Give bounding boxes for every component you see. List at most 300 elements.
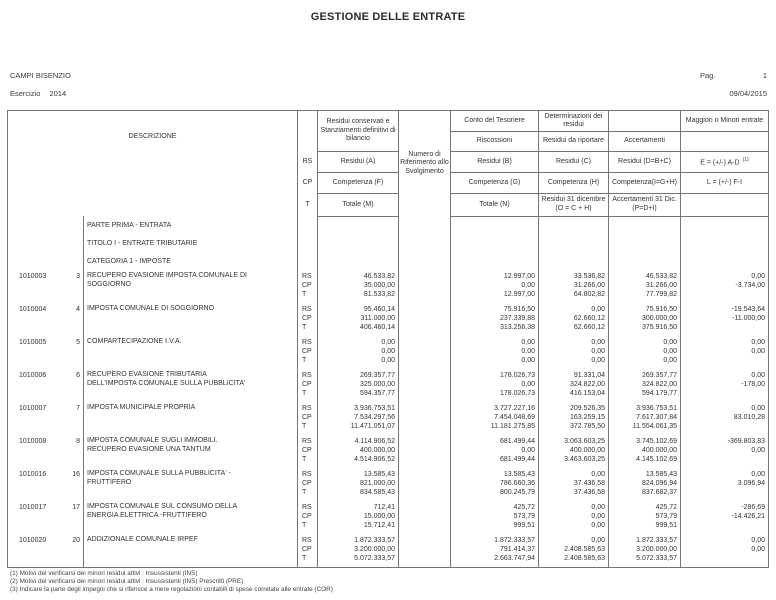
cell-value: 31.266,00 bbox=[645, 282, 677, 289]
cell-value: 0,00 bbox=[591, 357, 605, 364]
row-rs-label: RS bbox=[302, 273, 312, 280]
col-d bbox=[609, 534, 681, 567]
row-rs-label: RS bbox=[302, 306, 312, 313]
cell-value: 46.533,82 bbox=[645, 273, 677, 280]
cell-value bbox=[681, 422, 765, 431]
row-desc: ADDIZIONALE COMUNALE IRPEF bbox=[87, 536, 198, 543]
row-cp-label: CP bbox=[302, 348, 312, 355]
cell-value: 681.499,44 bbox=[499, 438, 535, 445]
col-e bbox=[681, 468, 769, 501]
cell-value: 0,00 bbox=[591, 537, 605, 544]
col-b bbox=[451, 501, 539, 534]
cell-value: 0,00 bbox=[591, 504, 605, 511]
row-rs-label: RS bbox=[302, 504, 312, 511]
cell-value: -11.000,00 bbox=[732, 315, 765, 322]
cell-value: 12.997,00 bbox=[503, 273, 535, 280]
header-residui-c: Residui (C) bbox=[539, 152, 609, 173]
col-c bbox=[539, 435, 609, 468]
col-c bbox=[539, 336, 609, 369]
col-b bbox=[451, 303, 539, 336]
cell-value: 83.010,28 bbox=[733, 414, 765, 421]
cell-value: 311.000,00 bbox=[360, 315, 395, 322]
row-t-label: T bbox=[302, 357, 307, 364]
cell-value: 594.179,77 bbox=[641, 390, 677, 397]
cell-value: 999,51 bbox=[655, 522, 677, 529]
entity-name: CAMPI BISENZIO bbox=[10, 71, 71, 80]
cell-value: 0,00 bbox=[591, 348, 605, 355]
cell-value: 313.256,38 bbox=[499, 324, 535, 331]
cell-value: 425,72 bbox=[655, 504, 677, 511]
cell-value: 81.533,82 bbox=[363, 291, 395, 298]
exercise-label: Esercizio bbox=[10, 89, 41, 98]
col-e bbox=[681, 402, 769, 435]
col-numrif bbox=[399, 303, 451, 336]
rst-spacer bbox=[298, 111, 317, 152]
header-accertamenti: Accertamenti bbox=[609, 132, 681, 152]
cell-value: 0,00 bbox=[751, 537, 765, 544]
cell-value: 163.259,15 bbox=[569, 414, 605, 421]
formula-e-text: E = (+/-) A-D bbox=[700, 159, 740, 167]
cell-value: 0,00 bbox=[751, 447, 765, 454]
cell-value: 5.072.333,57 bbox=[636, 555, 677, 562]
col-b bbox=[451, 468, 539, 501]
col-a bbox=[318, 501, 399, 534]
row-desc: IMPOSTA COMUNALE DI SOGGIORNO bbox=[87, 305, 215, 312]
row-cp-label: CP bbox=[302, 546, 312, 553]
cell-value: -286,69 bbox=[741, 504, 765, 511]
cell-value: 0,00 bbox=[751, 546, 765, 553]
cell-value: 0,00 bbox=[521, 381, 535, 388]
section-code-spacer bbox=[8, 216, 84, 234]
cell-value: 2.408.585,63 bbox=[564, 555, 605, 562]
cell-value: 325.000,00 bbox=[359, 381, 395, 388]
rst-cell bbox=[298, 336, 318, 369]
col-e bbox=[681, 303, 769, 336]
col-e bbox=[681, 534, 769, 567]
cell-value: 573,79 bbox=[513, 513, 535, 520]
cell-value: 35.000,00 bbox=[363, 282, 395, 289]
header-accertamenti-dic: Accertamenti 31 Dic. (P=D+I) bbox=[609, 194, 681, 216]
cell-value: 0,00 bbox=[591, 339, 605, 346]
cell-value: 0,00 bbox=[381, 339, 395, 346]
row-code: 1010008 bbox=[19, 438, 47, 445]
header-maggiori-minori: Maggiori o Minori entrate bbox=[681, 111, 769, 132]
cell-value: 0,00 bbox=[381, 357, 395, 364]
table-body bbox=[8, 216, 769, 567]
code-cell bbox=[8, 270, 84, 303]
row-ref: 7 bbox=[76, 405, 80, 412]
row-desc: IMPOSTA MUNICIPALE PROPRIA bbox=[87, 404, 196, 411]
header-totale-m: Totale (M) bbox=[318, 194, 399, 216]
row-cp-label: CP bbox=[302, 315, 312, 322]
header-cp-label: CP bbox=[302, 179, 313, 187]
col-e bbox=[681, 369, 769, 402]
col-numrif bbox=[399, 534, 451, 567]
row-desc: COMPARTECIPAZIONE I.V.A. bbox=[87, 338, 182, 345]
cell-value: 2.408.585,63 bbox=[564, 546, 605, 553]
col-e bbox=[681, 501, 769, 534]
col-a bbox=[318, 303, 399, 336]
row-code: 1010020 bbox=[19, 537, 47, 544]
col-c bbox=[539, 534, 609, 567]
header-residui-b: Residui (B) bbox=[451, 152, 539, 173]
cell-value: 400.000,00 bbox=[569, 447, 605, 454]
header-competenza-g: Competenza (G) bbox=[451, 173, 539, 194]
cell-value: 821.000,00 bbox=[359, 480, 395, 487]
cell-value: 0,00 bbox=[521, 339, 535, 346]
col-c bbox=[539, 501, 609, 534]
table-row bbox=[8, 369, 769, 402]
cell-value: 3.200.000,00 bbox=[636, 546, 677, 553]
section-label: CATEGORIA 1 - IMPOSTE bbox=[87, 257, 171, 265]
col-a bbox=[318, 468, 399, 501]
cell-value: 1.872.333,57 bbox=[354, 537, 395, 544]
cell-value: 4.514.906,52 bbox=[354, 456, 395, 463]
row-ref: 20 bbox=[72, 537, 80, 544]
cell-value: 594.357,77 bbox=[359, 390, 395, 397]
row-ref: 17 bbox=[72, 504, 80, 511]
cell-value: 91.331,04 bbox=[573, 372, 605, 379]
cell-value: 3.745.102,69 bbox=[636, 438, 677, 445]
row-t-label: T bbox=[302, 522, 307, 529]
cell-value: 178.026,73 bbox=[499, 372, 535, 379]
cell-value: 7.454.048,69 bbox=[494, 414, 535, 421]
col-a bbox=[318, 369, 399, 402]
cell-value: 0,00 bbox=[751, 273, 765, 280]
col-c bbox=[539, 270, 609, 303]
header-rs-label: RS bbox=[302, 158, 313, 166]
rst-cell bbox=[298, 369, 318, 402]
col-a bbox=[318, 270, 399, 303]
cell-value: 0,00 bbox=[751, 339, 765, 346]
header-residui-d: Residui (D=B+C) bbox=[609, 152, 681, 173]
cell-value: 0,00 bbox=[751, 471, 765, 478]
cell-value: 13.585,43 bbox=[645, 471, 677, 478]
cell-value: 324.822,00 bbox=[641, 381, 677, 388]
col-d bbox=[609, 501, 681, 534]
cell-value: 416.153,04 bbox=[569, 390, 605, 397]
row-cp-label: CP bbox=[302, 282, 312, 289]
col-e bbox=[681, 270, 769, 303]
code-cell bbox=[8, 534, 84, 567]
cell-value: 46.533,82 bbox=[363, 273, 395, 280]
rst-cell bbox=[298, 402, 318, 435]
row-t-label: T bbox=[302, 291, 307, 298]
cell-value: 425,72 bbox=[513, 504, 535, 511]
col-d bbox=[609, 270, 681, 303]
cell-value: -14.426,21 bbox=[731, 513, 765, 520]
cell-value: 0,00 bbox=[521, 357, 535, 364]
cell-value: 33.536,82 bbox=[573, 273, 605, 280]
cell-value: 834.585,43 bbox=[359, 489, 395, 496]
row-cp-label: CP bbox=[302, 480, 312, 487]
header-riscossioni: Riscossioni bbox=[451, 132, 539, 152]
table-row bbox=[8, 402, 769, 435]
row-t-label: T bbox=[302, 324, 307, 331]
section-row bbox=[8, 234, 769, 252]
cell-value: 75.916,50 bbox=[645, 306, 677, 313]
cell-value: 11.471.051,07 bbox=[350, 423, 395, 430]
cell-value: 400.000,00 bbox=[359, 447, 395, 454]
col-numrif bbox=[399, 336, 451, 369]
cell-value: 2.663.747,94 bbox=[494, 555, 535, 562]
section-desc-cell bbox=[84, 234, 298, 252]
rst-cell bbox=[298, 303, 318, 336]
cell-value: 75.916,50 bbox=[503, 306, 535, 313]
cell-value: 324.822,00 bbox=[569, 381, 605, 388]
cell-value: 375.916,50 bbox=[641, 324, 677, 331]
rst-cell bbox=[298, 501, 318, 534]
row-desc: IMPOSTA COMUNALE SUGLI IMMOBILI. RECUPERO EVASIONE UNA TANTUM bbox=[87, 437, 218, 453]
footnote-ref-sup: (1) bbox=[742, 157, 749, 164]
row-cp-label: CP bbox=[302, 414, 312, 421]
cell-value: 1.872.333,57 bbox=[494, 537, 535, 544]
col-c bbox=[539, 402, 609, 435]
cell-value: 0,00 bbox=[591, 522, 605, 529]
cell-value: 0,00 bbox=[521, 348, 535, 355]
col-b bbox=[451, 534, 539, 567]
row-t-label: T bbox=[302, 456, 307, 463]
cell-value: -3.734,00 bbox=[735, 282, 765, 289]
cell-value: 681.499,44 bbox=[499, 456, 535, 463]
row-desc: IMPOSTA COMUNALE SULLA PUBBLICITA' - FRUTTIFERO bbox=[87, 470, 231, 486]
cell-value: 12.997,00 bbox=[503, 291, 535, 298]
row-t-label: T bbox=[302, 555, 307, 562]
row-code: 1010005 bbox=[19, 339, 47, 346]
col-numrif bbox=[399, 468, 451, 501]
table-row bbox=[8, 336, 769, 369]
row-cp-label: CP bbox=[302, 513, 312, 520]
row-desc: RECUPERO EVASIONE IMPOSTA COMUNALE DI SOGGIORNO bbox=[87, 272, 247, 288]
cell-value: 3.727.227,16 bbox=[494, 405, 535, 412]
row-t-label: T bbox=[302, 390, 307, 397]
cell-value: 824.096,94 bbox=[641, 480, 677, 487]
code-cell bbox=[8, 501, 84, 534]
row-rs-label: RS bbox=[302, 372, 312, 379]
header-formula-l: L = (+/-) F-I bbox=[681, 173, 769, 194]
row-ref: 6 bbox=[76, 372, 80, 379]
section-label: TITOLO I - ENTRATE TRIBUTARIE bbox=[87, 239, 198, 247]
cell-value: 178.026,73 bbox=[499, 390, 535, 397]
page-number-label: Pag. bbox=[700, 71, 716, 80]
section-desc-cell bbox=[84, 216, 298, 234]
rst-cell bbox=[298, 270, 318, 303]
col-b bbox=[451, 336, 539, 369]
header-competenza-i: Competenza(I=G+H) bbox=[609, 173, 681, 194]
col-b bbox=[451, 270, 539, 303]
table-header bbox=[8, 111, 769, 217]
header-residui-a: Residui (A) bbox=[318, 152, 399, 173]
cell-value: 7.534.297,56 bbox=[354, 414, 395, 421]
cell-value bbox=[681, 554, 765, 563]
cell-value: 15.000,00 bbox=[363, 513, 395, 520]
col-e bbox=[681, 435, 769, 468]
cell-value: 37.436,58 bbox=[573, 489, 605, 496]
cell-value bbox=[681, 290, 765, 299]
cell-value: 64.802,82 bbox=[573, 291, 605, 298]
section-label: PARTE PRIMA - ENTRATA bbox=[87, 221, 172, 229]
cell-value: 573,79 bbox=[655, 513, 677, 520]
col-d bbox=[609, 369, 681, 402]
table-row bbox=[8, 468, 769, 501]
cell-value bbox=[681, 389, 765, 398]
section-code-spacer bbox=[8, 252, 84, 270]
cell-value: 0,00 bbox=[663, 348, 677, 355]
row-code: 1010004 bbox=[19, 306, 47, 313]
cell-value: 999,51 bbox=[513, 522, 535, 529]
cell-value: 300.000,00 bbox=[641, 315, 677, 322]
cell-value: 269.357,77 bbox=[641, 372, 677, 379]
cell-value: 62.660,12 bbox=[573, 324, 605, 331]
cell-value: 406.460,14 bbox=[359, 324, 395, 331]
header-rs-cp-t bbox=[298, 111, 318, 217]
table-row bbox=[8, 270, 769, 303]
header-conto-tesoriere: Conto del Tesoriere bbox=[451, 111, 539, 132]
row-ref: 5 bbox=[76, 339, 80, 346]
row-rs-label: RS bbox=[302, 471, 312, 478]
row-t-label: T bbox=[302, 423, 307, 430]
cell-value: 4.114.906,52 bbox=[354, 438, 395, 445]
col-a bbox=[318, 435, 399, 468]
col-d bbox=[609, 435, 681, 468]
cell-value: -178,00 bbox=[741, 381, 765, 388]
footnotes bbox=[10, 570, 333, 594]
row-code: 1010007 bbox=[19, 405, 47, 412]
col-b bbox=[451, 402, 539, 435]
cell-value: 3.063.603,25 bbox=[564, 438, 605, 445]
cell-value bbox=[681, 323, 765, 332]
row-rs-label: RS bbox=[302, 537, 312, 544]
cell-value: 5.072.333,57 bbox=[354, 555, 395, 562]
row-rs-label: RS bbox=[302, 438, 312, 445]
cell-value: 209.526,35 bbox=[569, 405, 605, 412]
row-code: 1010016 bbox=[19, 471, 47, 478]
header-totale-n: Totale (N) bbox=[451, 194, 539, 216]
cell-value: 15.712,41 bbox=[363, 522, 395, 529]
col-a bbox=[318, 534, 399, 567]
section-row bbox=[8, 252, 769, 270]
cell-value: 372.785,50 bbox=[569, 423, 605, 430]
cell-value: 13.585,43 bbox=[363, 471, 395, 478]
entrate-table bbox=[7, 110, 769, 568]
col-numrif bbox=[399, 270, 451, 303]
exercise-year: 2014 bbox=[49, 89, 67, 98]
code-cell bbox=[8, 468, 84, 501]
section-desc-cell bbox=[84, 252, 298, 270]
cell-value: 0,00 bbox=[591, 306, 605, 313]
cell-value: 0,00 bbox=[591, 471, 605, 478]
row-ref: 3 bbox=[76, 273, 80, 280]
col-d bbox=[609, 402, 681, 435]
cell-value: 0,00 bbox=[521, 282, 535, 289]
cell-value: 3.936.753,51 bbox=[636, 405, 677, 412]
cell-value: 95.460,14 bbox=[363, 306, 395, 313]
col-c bbox=[539, 369, 609, 402]
cell-value: 837.682,37 bbox=[641, 489, 677, 496]
cell-value: 11.181.275,85 bbox=[490, 423, 535, 430]
col-d bbox=[609, 468, 681, 501]
header-t-label: T bbox=[305, 200, 310, 208]
col-c bbox=[539, 468, 609, 501]
cell-value: 3.200.000,00 bbox=[354, 546, 395, 553]
code-cell bbox=[8, 303, 84, 336]
col-a bbox=[318, 336, 399, 369]
cell-value bbox=[681, 521, 765, 530]
header-descrizione: DESCRIZIONE bbox=[8, 111, 298, 217]
code-cell bbox=[8, 369, 84, 402]
code-cell bbox=[8, 435, 84, 468]
report-date: 09/04/2015 bbox=[729, 89, 767, 98]
row-code: 1010003 bbox=[19, 273, 47, 280]
cell-value bbox=[681, 356, 765, 365]
cell-value: 13.585,43 bbox=[503, 471, 535, 478]
code-cell bbox=[8, 402, 84, 435]
cell-value: 237.339,88 bbox=[499, 315, 535, 322]
row-desc: IMPOSTA COMUNALE SUL CONSUMO DELLA ENERGIA ELETTRICA -FRUTTIFERO bbox=[87, 503, 237, 519]
cell-value: 800.245,79 bbox=[499, 489, 535, 496]
cell-value: 0,00 bbox=[381, 348, 395, 355]
cell-value: 0,00 bbox=[591, 513, 605, 520]
cell-value: 31.266,00 bbox=[573, 282, 605, 289]
header-accertamenti-spacer bbox=[609, 111, 681, 132]
header-residui-riportare: Residui da riportare bbox=[539, 132, 609, 152]
header-competenza-f: Competenza (F) bbox=[318, 173, 399, 194]
header-competenza-h: Competenza (H) bbox=[539, 173, 609, 194]
row-ref: 4 bbox=[76, 306, 80, 313]
cell-value: 0,00 bbox=[751, 348, 765, 355]
row-code: 1010006 bbox=[19, 372, 47, 379]
cell-value: 0,00 bbox=[663, 339, 677, 346]
header-residui-dicembre: Residui 31 dicembre (O = C + H) bbox=[539, 194, 609, 216]
header-residui-conservati: Residui conservati e Stanziamenti definitivi di bilancio bbox=[318, 111, 399, 152]
col-e bbox=[681, 336, 769, 369]
col-a bbox=[318, 402, 399, 435]
rst-cell bbox=[298, 435, 318, 468]
row-ref: 8 bbox=[76, 438, 80, 445]
code-cell bbox=[8, 336, 84, 369]
cell-value bbox=[681, 488, 765, 497]
col-d bbox=[609, 336, 681, 369]
footnote-2: (2) Motivi del verificarsi dei minori residui attivi : Insussistenti (INS) Prescritti (PRE) bbox=[10, 578, 244, 586]
table-row bbox=[8, 435, 769, 468]
row-desc: RECUPERO EVASIONE TRIBUTARIA DELL'IMPOSTA COMUNALE SULLA PUBBLICITA' bbox=[87, 371, 246, 387]
col-b bbox=[451, 435, 539, 468]
cell-value: -369.803,83 bbox=[727, 438, 765, 445]
col-numrif bbox=[399, 369, 451, 402]
row-t-label: T bbox=[302, 489, 307, 496]
rst-cell bbox=[298, 534, 318, 567]
cell-value bbox=[681, 455, 765, 464]
cell-value: 62.660,12 bbox=[573, 315, 605, 322]
cell-value: 0,00 bbox=[663, 357, 677, 364]
cell-value: 791.414,37 bbox=[499, 546, 535, 553]
col-b bbox=[451, 369, 539, 402]
cell-value: 4.145.102,69 bbox=[636, 456, 677, 463]
header-determinazioni: Determinazioni dei residui bbox=[539, 111, 609, 132]
row-rs-label: RS bbox=[302, 405, 312, 412]
header-formula-e bbox=[681, 152, 769, 173]
section-row bbox=[8, 216, 769, 234]
cell-value: 3.096,94 bbox=[737, 480, 765, 487]
cell-value: -19.543,64 bbox=[731, 306, 765, 313]
exercise-line bbox=[10, 89, 66, 98]
cell-value: 0,00 bbox=[751, 405, 765, 412]
rst-cell bbox=[298, 468, 318, 501]
cell-value: 269.357,77 bbox=[359, 372, 395, 379]
cell-value: 77.799,82 bbox=[645, 291, 677, 298]
table-row bbox=[8, 534, 769, 567]
cell-value: 0,00 bbox=[751, 372, 765, 379]
